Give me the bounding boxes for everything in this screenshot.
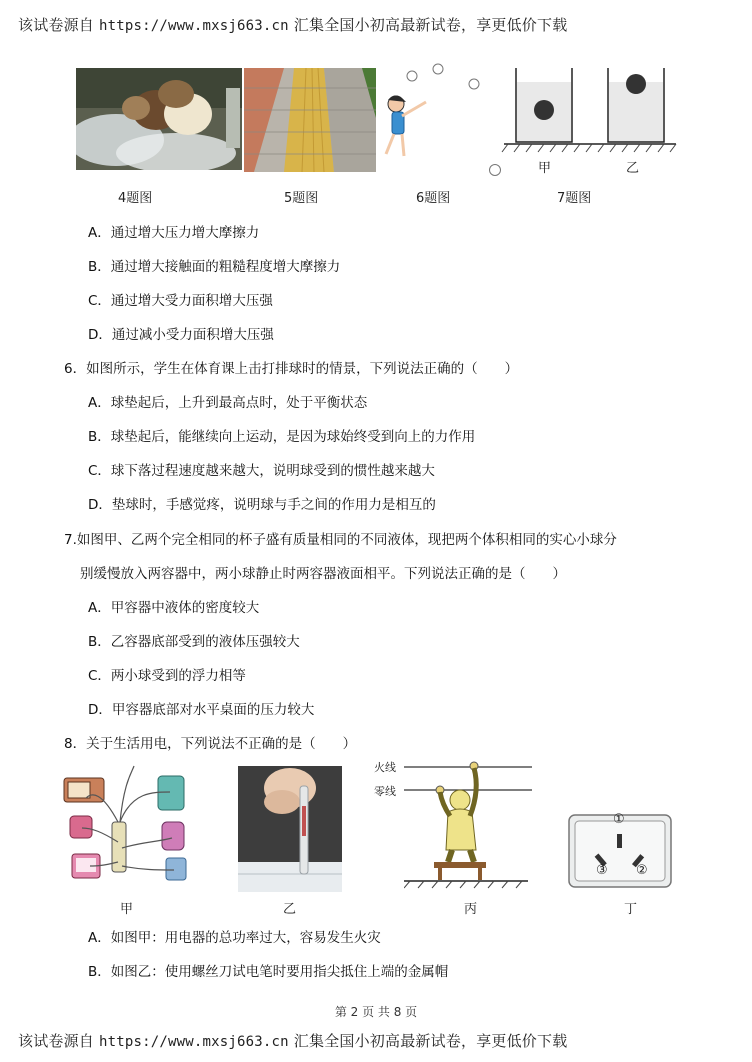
caption-figure-4: 4题图	[118, 191, 153, 206]
banner-url-link[interactable]: https://www.mxsj663.cn	[98, 18, 289, 34]
bottom-source-banner	[18, 1030, 567, 1051]
figure-8-label-yi: 乙	[283, 902, 297, 917]
figure-5-tactile-paving-photo	[244, 68, 376, 172]
banner-suffix: 汇集全国小初高最新试卷，享更低价下载	[293, 1032, 568, 1050]
banner-prefix: 该试卷源自	[18, 1032, 95, 1050]
banner-prefix: 该试卷源自	[18, 16, 95, 34]
q7-option-c: C．两小球受到的浮力相等	[88, 668, 246, 684]
q7-option-d: D．甲容器底部对水平桌面的压力较大	[88, 702, 315, 718]
figure-8-yi-test-pen-photo	[238, 766, 342, 892]
caption-figure-5: 5题图	[284, 191, 319, 206]
q6-option-b: B．球垫起后，能继续向上运动，是因为球始终受到向上的力作用	[88, 429, 476, 445]
figure-7-containers	[500, 66, 680, 162]
wire-label-neutral: 零线	[374, 785, 396, 798]
figure-4-ice-cream-photo	[76, 68, 242, 170]
figure-8-label-bing: 丙	[464, 902, 478, 917]
figure-8-label-jia: 甲	[120, 902, 134, 917]
caption-figure-6: 6题图	[416, 191, 451, 206]
q7-option-b: B．乙容器底部受到的液体压强较大	[88, 634, 300, 650]
q7-option-a: A．甲容器中液体的密度较大	[88, 600, 260, 616]
q5-option-d: D．通过减小受力面积增大压强	[88, 327, 274, 343]
socket-mark-1: ①	[613, 812, 625, 827]
q5-option-a: A．通过增大压力增大摩擦力	[88, 225, 260, 241]
q5-option-b: B．通过增大接触面的粗糙程度增大摩擦力	[88, 259, 341, 275]
q8-option-b: B．如图乙：使用螺丝刀试电笔时要用指尖抵住上端的金属帽	[88, 964, 449, 980]
figure-8-bing-person-touching-wires	[404, 760, 534, 890]
figure-8-label-ding: 丁	[624, 902, 638, 917]
banner-url-link[interactable]: https://www.mxsj663.cn	[98, 1034, 289, 1050]
figure-8-jia-overloaded-socket	[62, 762, 196, 892]
figure-7-label-jia: 甲	[538, 161, 552, 176]
q8-option-a: A．如图甲：用电器的总功率过大，容易发生火灾	[88, 930, 381, 946]
page-number-footer: 第 2 页 共 8 页	[334, 1005, 418, 1019]
q8-stem: 8．关于生活用电，下列说法不正确的是（ ）	[64, 736, 357, 752]
volleyball-falling	[489, 164, 501, 176]
q7-stem-line-1: 7.如图甲、乙两个完全相同的杯子盛有质量相同的不同液体，现把两个体积相同的实心小球分	[64, 532, 617, 548]
wire-label-live: 火线	[374, 761, 396, 774]
q6-stem: 6．如图所示，学生在体育课上击打排球时的情景，下列说法正确的（ ）	[64, 361, 519, 377]
q6-option-d: D．垫球时，手感觉疼，说明球与手之间的作用力是相互的	[88, 497, 436, 513]
q7-stem-line-2: 别缓慢放入两容器中，两小球静止时两容器液面相平。下列说法正确的是（ ）	[80, 566, 566, 582]
q5-option-c: C．通过增大受力面积增大压强	[88, 293, 273, 309]
banner-suffix: 汇集全国小初高最新试卷，享更低价下载	[293, 16, 568, 34]
caption-figure-7: 7题图	[557, 191, 592, 206]
figure-7-label-yi: 乙	[626, 161, 640, 176]
socket-mark-2: ②	[636, 863, 648, 878]
q6-option-a: A．球垫起后，上升到最高点时，处于平衡状态	[88, 395, 368, 411]
top-source-banner	[18, 14, 567, 35]
socket-mark-3: ③	[596, 863, 608, 878]
figure-6-volleyball-girl	[374, 62, 486, 180]
q6-option-c: C．球下落过程速度越来越大，说明球受到的惯性越来越大	[88, 463, 435, 479]
